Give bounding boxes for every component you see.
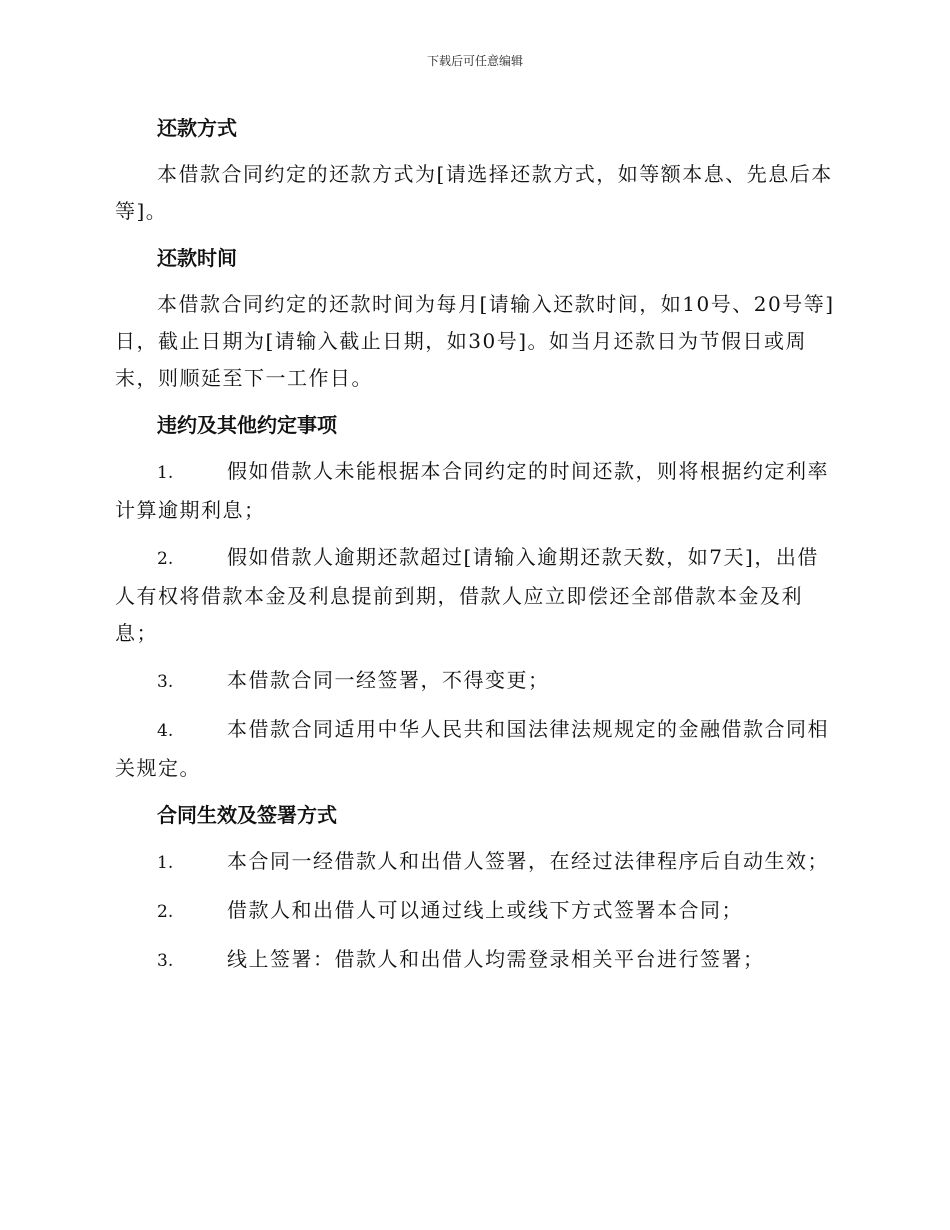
breach-item-3 (115, 662, 835, 701)
item-number: 3. (157, 951, 174, 971)
item-text: 本借款合同适用中华人民共和国法律法规规定的金融借款合同相关规定。 (115, 717, 829, 780)
item-text: 假如借款人逾期还款超过[请输入逾期还款天数，如7天]，出借人有权将借款本金及利息提前到期，借款人应立即偿还全部借款本金及利息； (115, 545, 819, 645)
item-text: 本借款合同一经签署，不得变更； (227, 668, 550, 692)
breach-item-1 (115, 453, 835, 529)
item-number: 2. (157, 549, 174, 569)
document-body (115, 110, 835, 990)
page-header: 下载后可任意编辑 (426, 54, 523, 68)
effect-item-2 (115, 892, 835, 931)
item-text: 借款人和出借人可以通过线上或线下方式签署本合同； (227, 898, 743, 922)
repayment-time-paragraph: 本借款合同约定的还款时间为每月[请输入还款时间，如10号、20号等]日，截止日期为[请输入截止日期，如30号]。如当月还款日为节假日或周末，则顺延至下一工作日。 (115, 292, 835, 390)
breach-item-4 (115, 711, 835, 787)
effect-item-1 (115, 843, 835, 882)
item-number: 4. (157, 721, 174, 741)
breach-item-2 (115, 539, 835, 652)
item-number: 2. (157, 902, 174, 922)
item-number: 3. (157, 672, 174, 692)
item-number: 1. (157, 463, 174, 483)
section-title-repayment-time: 还款时间 (157, 246, 237, 270)
item-text: 线上签署：借款人和出借人均需登录相关平台进行签署； (227, 947, 765, 971)
repayment-method-paragraph: 本借款合同约定的还款方式为[请选择还款方式，如等额本息、先息后本等]。 (115, 162, 833, 223)
section-title-effect: 合同生效及签署方式 (157, 803, 337, 827)
effect-item-3 (115, 941, 835, 980)
item-text: 假如借款人未能根据本合同约定的时间还款，则将根据约定利率计算逾期利息； (115, 459, 829, 522)
item-text: 本合同一经借款人和出借人签署，在经过法律程序后自动生效； (227, 849, 829, 873)
section-title-repayment-method: 还款方式 (157, 116, 237, 140)
section-title-breach: 违约及其他约定事项 (157, 413, 337, 437)
item-number: 1. (157, 853, 174, 873)
